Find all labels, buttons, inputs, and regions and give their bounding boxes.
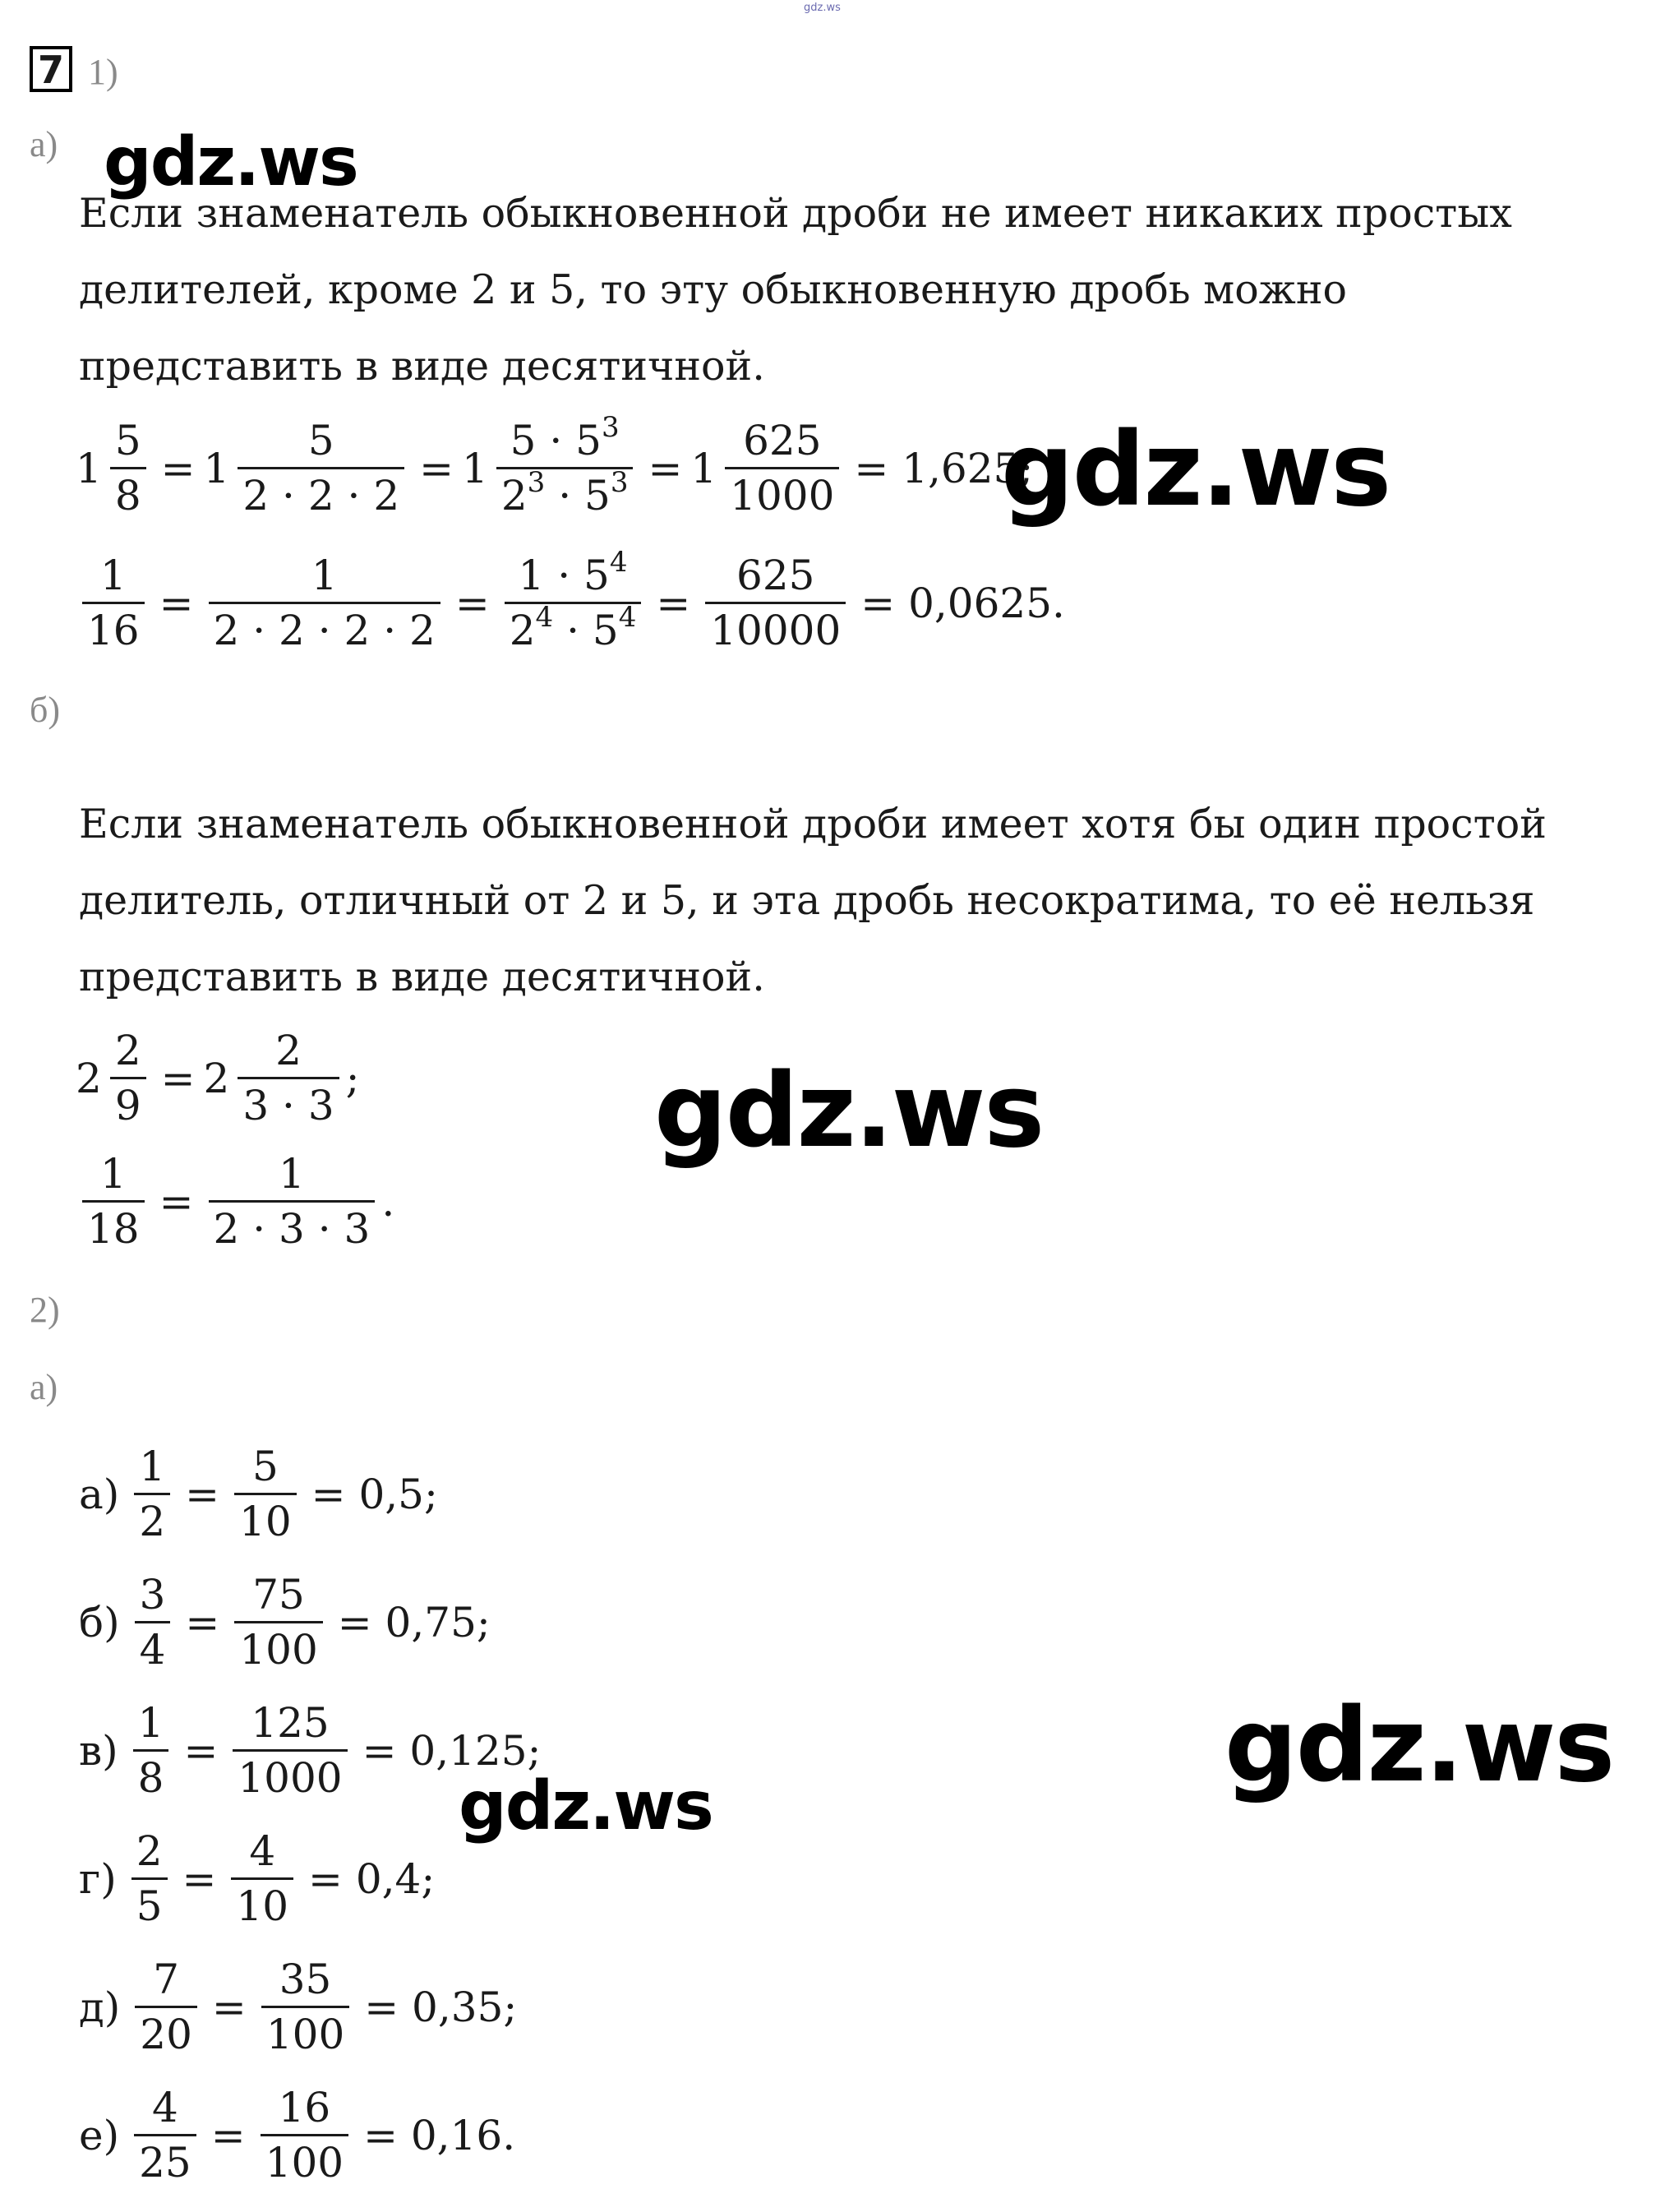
- part-1b-paragraph-line-2: делитель, отличный от 2 и 5, и эта дробь несократима, то её нельзя: [79, 877, 1535, 924]
- fraction: $\frac{125}{1000}$: [233, 1700, 347, 1801]
- watermark-3: gdz.ws: [654, 1052, 1044, 1171]
- fraction: $\frac{2}{5}$: [131, 1828, 168, 1929]
- fraction: $\frac{1}{2}$: [134, 1443, 170, 1545]
- part-1b-label: б): [30, 690, 61, 730]
- fraction: $\frac{75}{100}$: [234, 1572, 322, 1673]
- equation-2-item-b: б) $\frac{3}{4}$ = $\frac{75}{100}$ = 0,75;: [79, 1571, 491, 1674]
- equation-1b-1: 2 $\frac{2}{9}$ = 2 $\frac{2}{3 \cdot 3}$ ;: [76, 1027, 360, 1129]
- fraction: $\frac{3}{4}$: [135, 1572, 171, 1673]
- task-number-badge: 7: [30, 46, 72, 92]
- equation-2-item-d: г) $\frac{2}{5}$ = $\frac{4}{10}$ = 0,4;: [79, 1827, 436, 1930]
- watermark-4: gdz.ws: [1225, 1687, 1614, 1805]
- fraction: $\frac{5 \cdot 5^3}{2^3 \cdot 5^3}$: [496, 418, 634, 519]
- fraction: $\frac{35}{100}$: [261, 1956, 349, 2057]
- part-1a-paragraph-line-1: Если знаменатель обыкновенной дроби не имеет никаких простых: [79, 190, 1512, 237]
- fraction: $\frac{4}{10}$: [231, 1828, 293, 1929]
- watermark-2: gdz.ws: [1001, 411, 1391, 529]
- equation-1b-2: $\frac{1}{18}$ = $\frac{1}{2 \cdot 3 \cdot 3}$ .: [76, 1151, 394, 1252]
- fraction: $\frac{1}{8}$: [133, 1700, 169, 1801]
- fraction: $\frac{5}{8}$: [110, 418, 146, 519]
- fraction: $\frac{2}{9}$: [110, 1027, 146, 1129]
- part-1b-paragraph-line-1: Если знаменатель обыкновенной дроби имеет хотя бы один простой: [79, 801, 1547, 847]
- fraction: $\frac{1}{2 \cdot 3 \cdot 3}$: [209, 1151, 376, 1252]
- fraction: $\frac{16}{100}$: [261, 2085, 348, 2186]
- fraction: $\frac{4}{25}$: [134, 2085, 196, 2186]
- part-2a-label: а): [30, 1367, 58, 1407]
- fraction: $\frac{2}{3 \cdot 3}$: [238, 1027, 339, 1129]
- fraction: $\frac{5}{2 \cdot 2 \cdot 2}$: [238, 418, 404, 519]
- header-watermark: gdz.ws: [804, 2, 841, 14]
- part-2-label: 2): [30, 1290, 60, 1330]
- fraction: $\frac{1}{16}$: [82, 552, 145, 653]
- fraction: $\frac{1 \cdot 5^4}{2^4 \cdot 5^4}$: [505, 552, 642, 653]
- part-1a-label: а): [30, 124, 58, 164]
- equation-1a-2: $\frac{1}{16}$ = $\frac{1}{2 \cdot 2 \cdot 2 \cdot 2}$ = $\frac{1 \cdot 5^4}{2^4 \cdot 5^4}$ = $\frac{625}{10000}$ = 0,0625.: [76, 552, 1073, 653]
- fraction: $\frac{625}{1000}$: [725, 418, 839, 519]
- fraction: $\frac{1}{18}$: [82, 1151, 145, 1252]
- part-1a-paragraph-line-2: делителей, кроме 2 и 5, то эту обыкновенную дробь можно: [79, 266, 1348, 313]
- part-1-label: 1): [88, 52, 118, 92]
- equation-1a-1: 1 $\frac{5}{8}$ = 1 $\frac{5}{2 \cdot 2 \cdot 2}$ = 1 $\frac{5 \cdot 5^3}{2^3 \cdot 5^3}$ = 1 $\frac{625}{1000}$ = 1,625;: [76, 411, 1034, 520]
- equation-2-item-a: а) $\frac{1}{2}$ = $\frac{5}{10}$ = 0,5;: [79, 1443, 438, 1545]
- watermark-5: gdz.ws: [459, 1767, 713, 1845]
- fraction: $\frac{5}{10}$: [234, 1443, 297, 1545]
- equation-2-item-c: в) $\frac{1}{8}$ = $\frac{125}{1000}$ = 0,125;: [79, 1699, 542, 1802]
- part-1b-paragraph-line-3: представить в виде десятичной.: [79, 954, 765, 1000]
- fraction: $\frac{625}{10000}$: [705, 552, 846, 653]
- fraction: $\frac{7}{20}$: [135, 1956, 197, 2057]
- watermark-1: gdz.ws: [104, 123, 357, 201]
- part-1a-paragraph-line-3: представить в виде десятичной.: [79, 343, 765, 390]
- fraction: $\frac{1}{2 \cdot 2 \cdot 2 \cdot 2}$: [209, 552, 440, 653]
- equation-2-item-f: е) $\frac{4}{25}$ = $\frac{16}{100}$ = 0,16.: [79, 2084, 516, 2187]
- equation-2-item-e: д) $\frac{7}{20}$ = $\frac{35}{100}$ = 0,35;: [79, 1956, 518, 2058]
